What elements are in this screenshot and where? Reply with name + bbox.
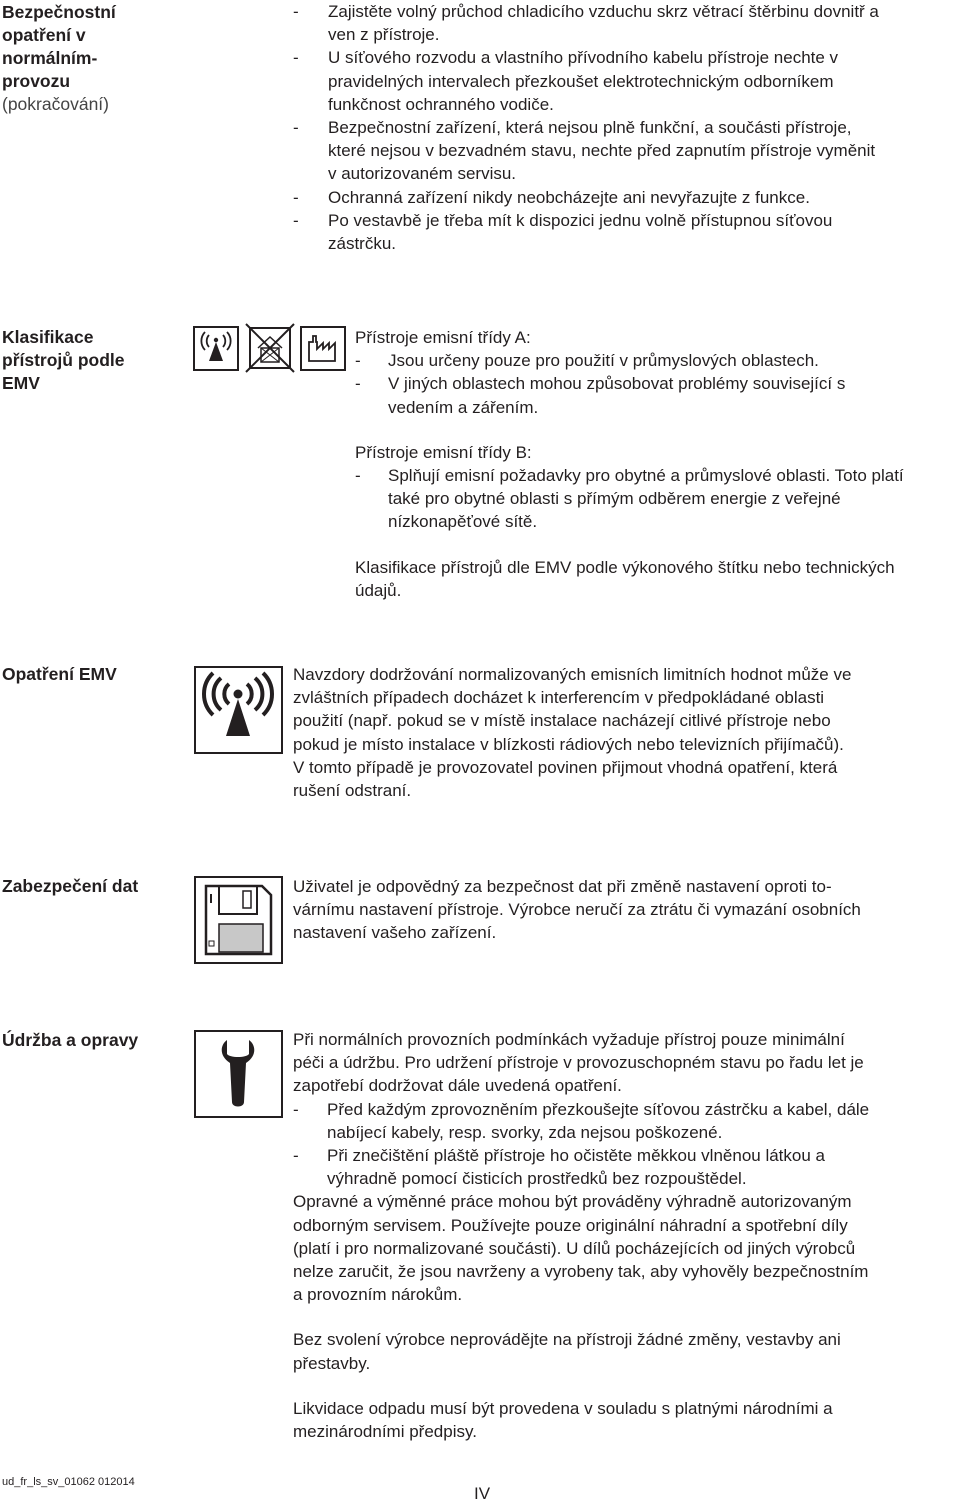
list-dash: - [355, 374, 361, 394]
text-line: V jiných oblastech mohou způsobovat problémy související s [388, 374, 846, 394]
text-line: U síťového rozvodu a vlastního přívodního kabelu přístroje nechte v [328, 48, 839, 68]
text-line: Likvidace odpadu musí být provedena v souladu s platnými národními a [293, 1398, 833, 1418]
text-line: péči a údržbu. Pro udržení přístroje v provozuschopném stavu po řadu let je [293, 1053, 864, 1073]
heading-subtitle: (pokračování) [2, 94, 109, 114]
text-line: a provozním nárokům. [293, 1285, 463, 1305]
text-line: zapotřebí dodržovat dále uvedená opatření. [293, 1076, 622, 1096]
factory-icon [300, 326, 346, 371]
emv-measures-text [293, 663, 960, 802]
maintenance-text [293, 1028, 960, 1443]
list-item [355, 464, 960, 534]
heading-line: EMV [2, 373, 40, 393]
list-item [293, 1144, 960, 1190]
list-dash: - [293, 187, 299, 207]
text-line: Bez svolení výrobce neprovádějte na přístroji žádné změny, vestavby ani [293, 1330, 841, 1350]
list-item [293, 186, 958, 209]
text-line: Ochranná zařízení nikdy neobcházejte ani nevyřazujte z funkce. [328, 187, 810, 207]
text-line: údajů. [355, 580, 402, 600]
text-line: Bezpečnostní zařízení, která nejsou plně funkční, a součásti přístroje, [328, 118, 852, 138]
text-line: Uživatel je odpovědný za bezpečnost dat při změně nastavení oproti to- [293, 877, 832, 896]
heading-line: Bezpečnostní [2, 2, 116, 22]
list-dash: - [293, 210, 299, 230]
text-line: pokud je místo instalace v blízkosti rádiových nebo televizních přijímačů). [293, 734, 844, 754]
heading-line: normálním- [2, 48, 98, 68]
wrench-icon [194, 1030, 283, 1118]
heading-line: přístrojů podle [2, 350, 125, 370]
no-household-icon [244, 322, 296, 374]
heading-line: provozu [2, 71, 71, 91]
list-item [293, 46, 958, 116]
floppy-disk-icon [194, 876, 283, 964]
text-line: vedením a zářením. [388, 397, 539, 417]
text-line: přestavby. [293, 1353, 371, 1373]
list-item [293, 116, 958, 186]
list-dash: - [293, 1099, 299, 1119]
list-dash: - [293, 1146, 299, 1166]
text-line: Opravné a výměnné práce mohou být prováděny výhradně autorizovaným [293, 1192, 852, 1212]
text-line: nelze zaručit, že jsou navrženy a vyrobeny tak, aby vyhověly bezpečnostním [293, 1262, 869, 1282]
text-line: funkčnost ochranného vodiče. [328, 94, 554, 114]
heading-line: opatření v [2, 25, 86, 45]
list-dash: - [293, 48, 299, 68]
text-line: pravidelných intervalech přezkoušet elektrotechnickým odborníkem [328, 71, 834, 91]
text-line: rušení odstraní. [293, 781, 412, 801]
heading-line: Klasifikace [2, 327, 94, 347]
text-line: použití (např. pokud se v místě instalace nacházejí citlivé přístroje nebo [293, 711, 831, 731]
text-line: V tomto případě je provozovatel povinen přijmout vhodná opatření, která [293, 757, 838, 777]
list-item [355, 372, 960, 418]
text-line: v autorizovaném servisu. [328, 164, 517, 184]
list-item [293, 209, 958, 255]
section-heading-emv-class [2, 326, 182, 395]
footer-doc-code: ud_fr_ls_sv_01062 012014 [2, 1476, 135, 1488]
radio-emission-icon [193, 326, 239, 371]
text-line: ven z přístroje. [328, 25, 440, 45]
text-line: nastavení vašeho zařízení. [293, 923, 497, 943]
section-heading-emv-measures: Opatření EMV [2, 664, 117, 684]
text-line: Při znečištění pláště přístroje ho očistěte měkkou vlněnou látkou a [327, 1146, 825, 1166]
list-dash: - [355, 466, 361, 486]
text-line: Při normálních provozních podmínkách vyžaduje přístroj pouze minimální [293, 1030, 845, 1049]
list-item [355, 349, 960, 372]
text-line: Před každým zprovozněním přezkoušejte síťovou zástrčku a kabel, dále [327, 1099, 870, 1119]
text-line: Po vestavbě je třeba mít k dispozici jednu volně přístupnou síťovou [328, 210, 833, 230]
text-line: nabíjecí kabely, resp. svorky, zda nejsou poškozené. [327, 1122, 723, 1142]
text-line: mezinárodními předpisy. [293, 1422, 477, 1442]
section-heading-safety [2, 1, 182, 116]
text-line: Zajistěte volný průchod chladicího vzduchu skrz větrací štěrbinu dovnitř a [328, 2, 879, 21]
text-line: Jsou určeny pouze pro použití v průmyslových oblastech. [388, 351, 819, 371]
text-line: (platí i pro normalizované součásti). U dílů pocházejících od jiných výrobců [293, 1238, 856, 1258]
list-dash: - [293, 118, 299, 138]
text-line: také pro obytné oblasti s přímým odběrem energie z veřejné [388, 489, 841, 509]
text-line: Klasifikace přístrojů dle EMV podle výkonového štítku nebo technických [355, 557, 895, 577]
list-item [293, 1098, 960, 1144]
list-dash: - [355, 351, 361, 371]
text-line: Splňují emisní požadavky pro obytné a průmyslové oblasti. Toto platí [388, 466, 904, 486]
class-a-title: Přístroje emisní třídy A: [355, 328, 531, 347]
emv-class-text [355, 326, 960, 602]
text-line: zvláštních případech docházet k interferencím v předpokládané oblasti [293, 688, 825, 708]
safety-list [293, 0, 958, 255]
text-line: odborným servisem. Používejte pouze originální náhradní a spotřební díly [293, 1215, 848, 1235]
text-line: nízkonapěťové sítě. [388, 512, 538, 532]
list-item [293, 0, 958, 46]
text-line: Navzdory dodržování normalizovaných emisních limitních hodnot může ve [293, 665, 852, 684]
list-dash: - [293, 2, 299, 21]
text-line: zástrčku. [328, 234, 397, 254]
page-number: IV [474, 1484, 491, 1503]
text-line: které nejsou v bezvadném stavu, nechte před zapnutím přístroje vyměnit [328, 141, 876, 161]
radio-emission-icon [194, 666, 283, 754]
section-heading-data: Zabezpečení dat [2, 876, 139, 896]
text-line: výhradně pomocí čisticích prostředků bez rozpouštědel. [327, 1169, 747, 1189]
text-line: várnímu nastavení přístroje. Výrobce neručí za ztrátu či vymazání osobních [293, 900, 861, 920]
class-b-title: Přístroje emisní třídy B: [355, 442, 532, 462]
section-heading-maintenance: Údržba a opravy [2, 1030, 139, 1050]
data-text [293, 875, 960, 945]
